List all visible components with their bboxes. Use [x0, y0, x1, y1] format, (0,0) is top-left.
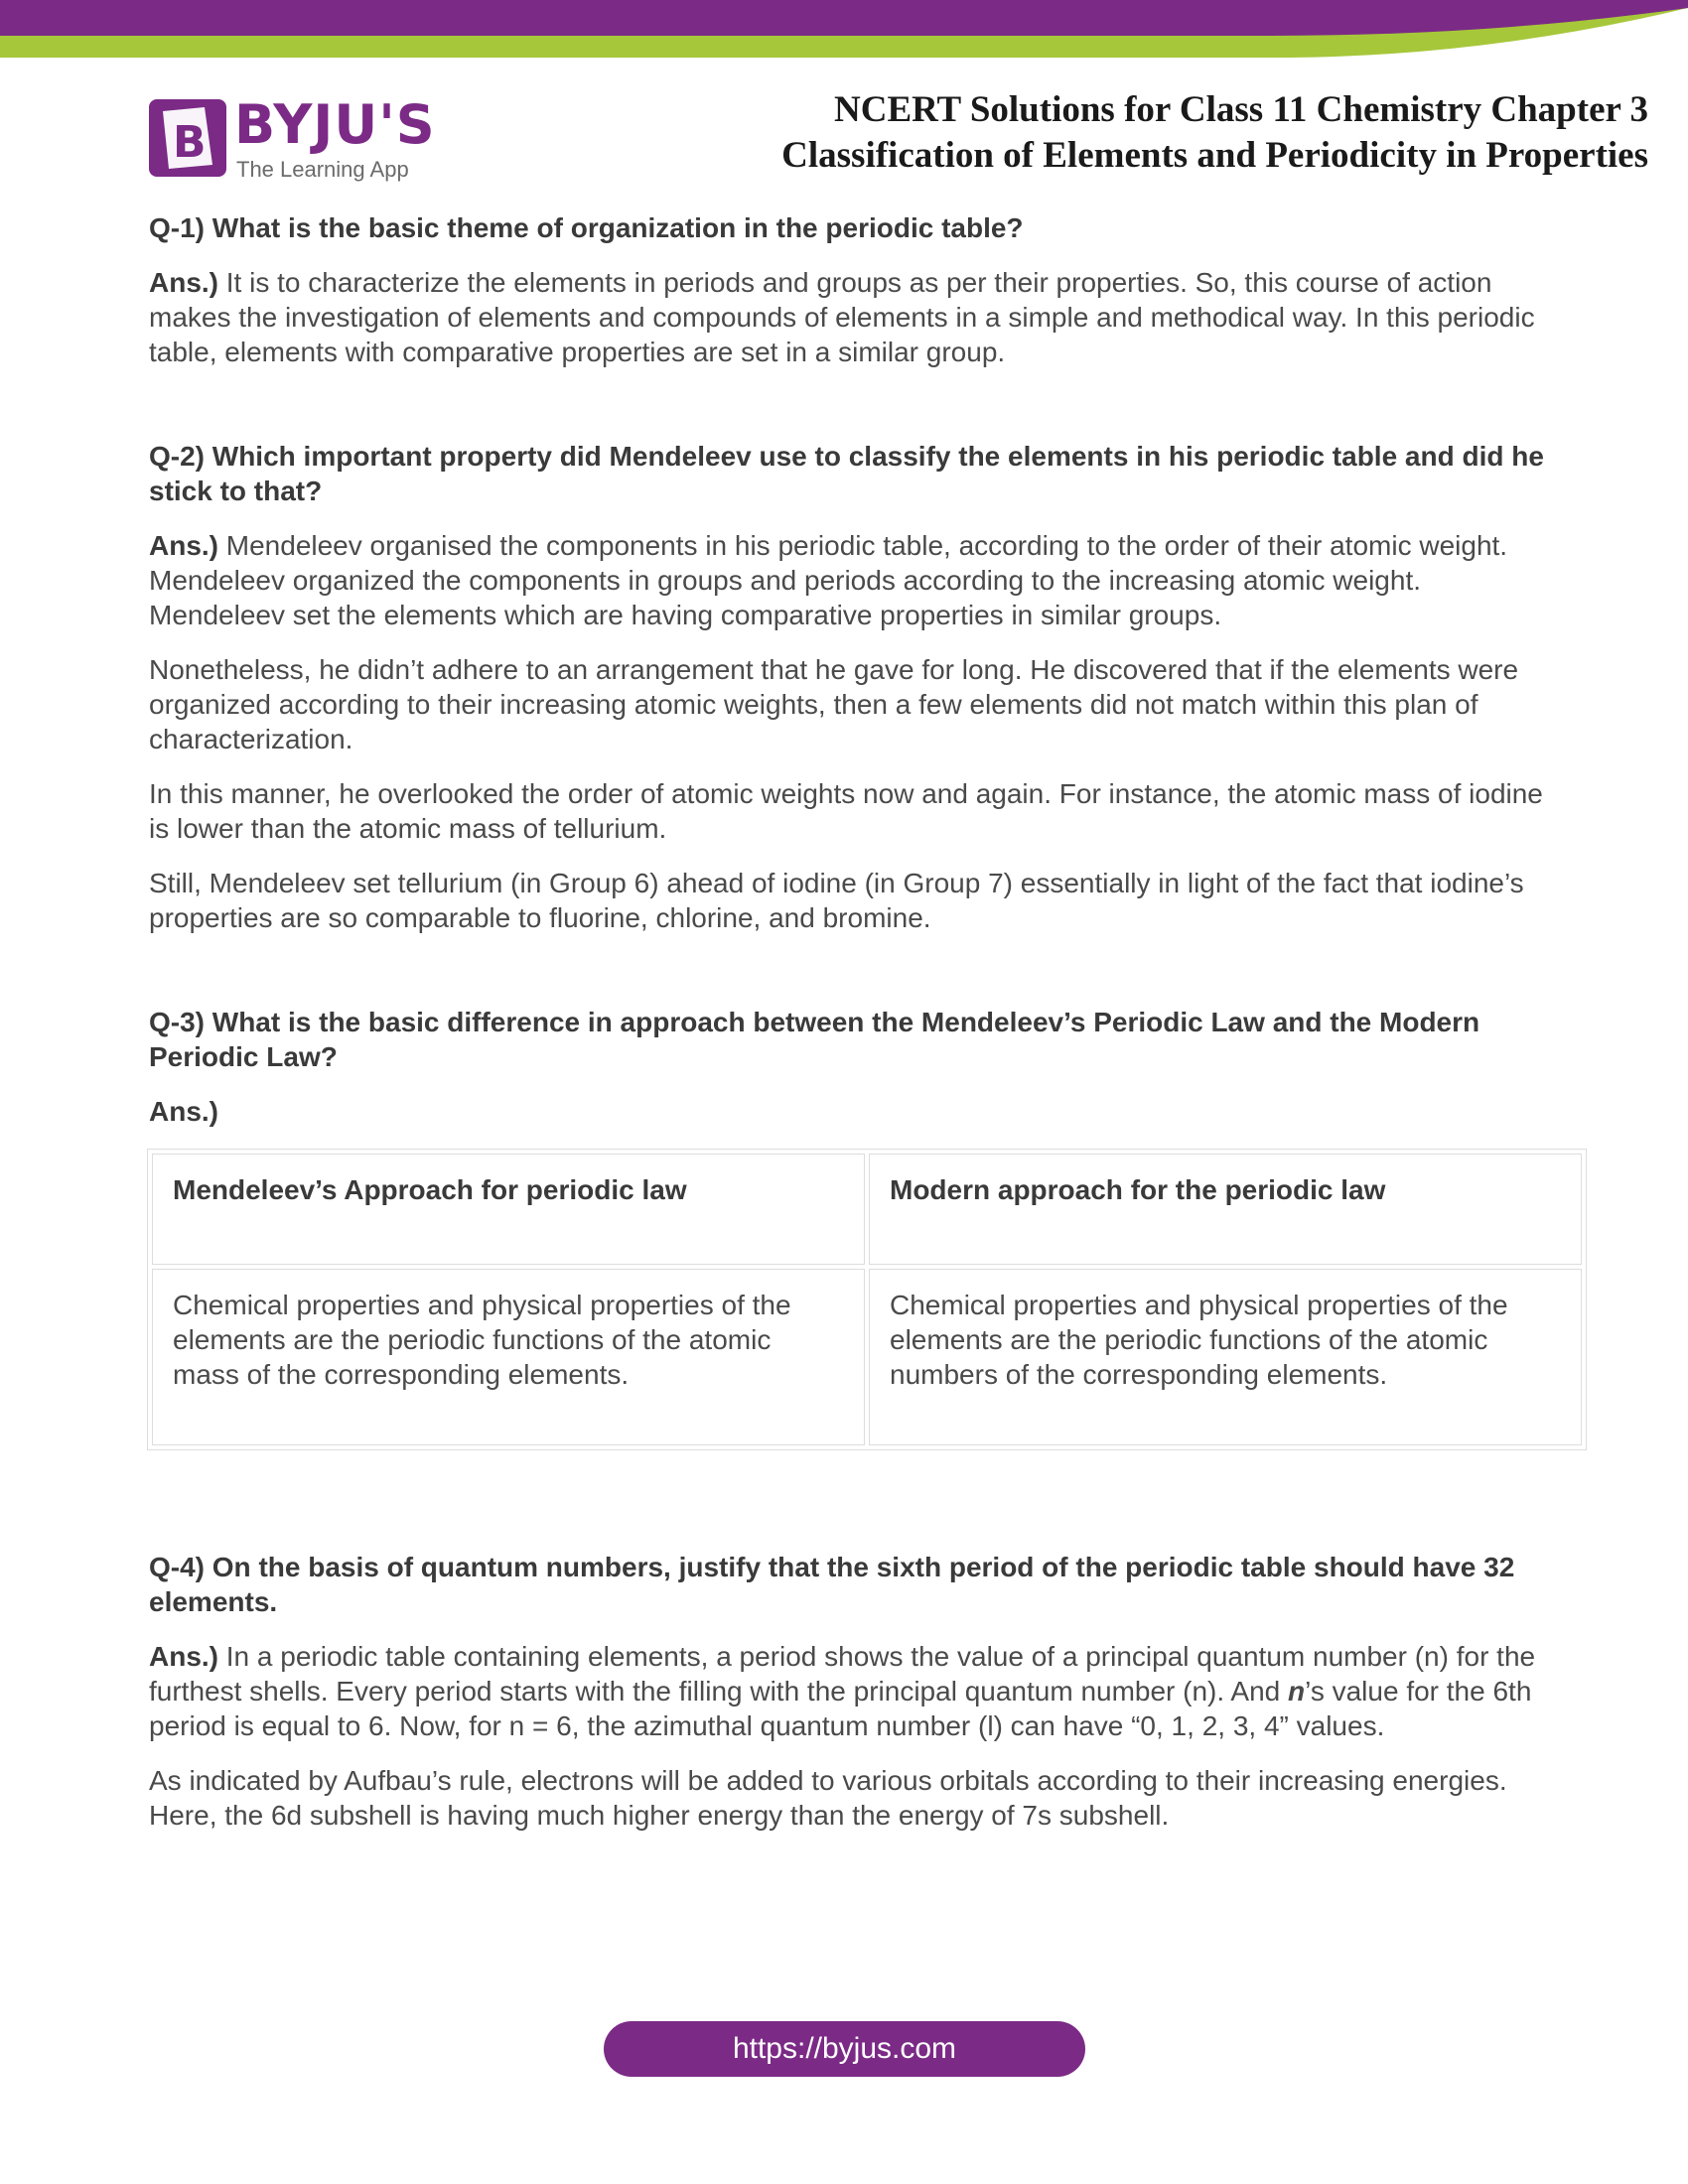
- table-row: [152, 1269, 1582, 1445]
- logo-b-icon: [149, 99, 226, 177]
- answer-3-label: Ans.): [149, 1096, 218, 1127]
- answer-1-text: It is to characterize the elements in periods and groups as per their properties. So, this course of action makes the investigation of elements and compounds of elements in a simple and methodical way. In this periodic table, elements with comparative properties are set in a similar group.: [149, 267, 1535, 367]
- header-color-band: [0, 0, 1688, 62]
- logo-tagline: The Learning App: [236, 157, 409, 182]
- table-header-cell: Modern approach for the periodic law: [869, 1154, 1582, 1265]
- question-2: Q-2) Which important property did Mendeleev use to classify the elements in his periodic table and did he stick to that?: [149, 441, 1544, 506]
- answer-4-italic-n: n: [1288, 1676, 1306, 1706]
- answer-4-text-a: In a periodic table containing elements, a period shows the value of a principal quantum number (n) for the furthest shells. Every period starts with the filling with the principal quantum number (n). And: [149, 1641, 1536, 1706]
- footer-url-link[interactable]: https://byjus.com: [604, 2021, 1085, 2077]
- answer-2: [149, 528, 1559, 632]
- answer-2-paragraph-2: Nonetheless, he didn’t adhere to an arrangement that he gave for long. He discovered that if the elements were organized according to their increasing atomic weights, then a few elements did not match within this plan of characterization.: [149, 654, 1519, 754]
- table-header-row: [152, 1154, 1582, 1265]
- byjus-logo: [149, 93, 447, 182]
- question-1: Q-1) What is the basic theme of organization in the periodic table?: [149, 212, 1024, 243]
- answer-label: Ans.): [149, 267, 218, 298]
- main-content: [149, 210, 1559, 1852]
- answer-label: Ans.): [149, 530, 218, 561]
- answer-4-paragraph-2: As indicated by Aufbau’s rule, electrons will be added to various orbitals according to their increasing energies. Here, the 6d subshell is having much higher energy than the energy of 7s subshell.: [149, 1765, 1507, 1831]
- answer-2-text: Mendeleev organised the components in his periodic table, according to the order of their atomic weight. Mendeleev organized the components in groups and periods according to the increasing atomic weight. Mendeleev set the elements which are having comparative properties in similar groups.: [149, 530, 1508, 630]
- title-line-2: Classification of Elements and Periodicity in Properties: [781, 135, 1648, 176]
- table-header-cell: Mendeleev’s Approach for periodic law: [152, 1154, 865, 1265]
- answer-1: [149, 265, 1559, 369]
- question-3: Q-3) What is the basic difference in approach between the Mendeleev’s Periodic Law and the Modern Periodic Law?: [149, 1007, 1480, 1072]
- comparison-table: [147, 1149, 1587, 1450]
- page-header: [149, 87, 1648, 187]
- answer-label: Ans.): [149, 1641, 218, 1672]
- question-4: Q-4) On the basis of quantum numbers, justify that the sixth period of the periodic table should have 32 elements.: [149, 1552, 1515, 1617]
- logo-wordmark: BYJU'S: [234, 93, 436, 156]
- table-cell: Chemical properties and physical properties of the elements are the periodic functions of the atomic mass of the corresponding elements.: [152, 1269, 865, 1445]
- svg-text:B: B: [173, 117, 207, 168]
- document-title: [781, 87, 1648, 179]
- answer-4-text-b: ’s value for the 6th period is equal to 6. Now, for n = 6, the azimuthal quantum number (l) can have “0, 1, 2, 3, 4” values.: [149, 1676, 1532, 1741]
- title-line-1: NCERT Solutions for Class 11 Chemistry Chapter 3: [834, 89, 1648, 130]
- answer-2-paragraph-3: In this manner, he overlooked the order of atomic weights now and again. For instance, the atomic mass of iodine is lower than the atomic mass of tellurium.: [149, 778, 1543, 844]
- answer-2-paragraph-4: Still, Mendeleev set tellurium (in Group 6) ahead of iodine (in Group 7) essentially in light of the fact that iodine’s properties are so comparable to fluorine, chlorine, and bromine.: [149, 868, 1524, 933]
- answer-4: [149, 1639, 1559, 1743]
- table-cell: Chemical properties and physical properties of the elements are the periodic functions of the atomic numbers of the corresponding elements.: [869, 1269, 1582, 1445]
